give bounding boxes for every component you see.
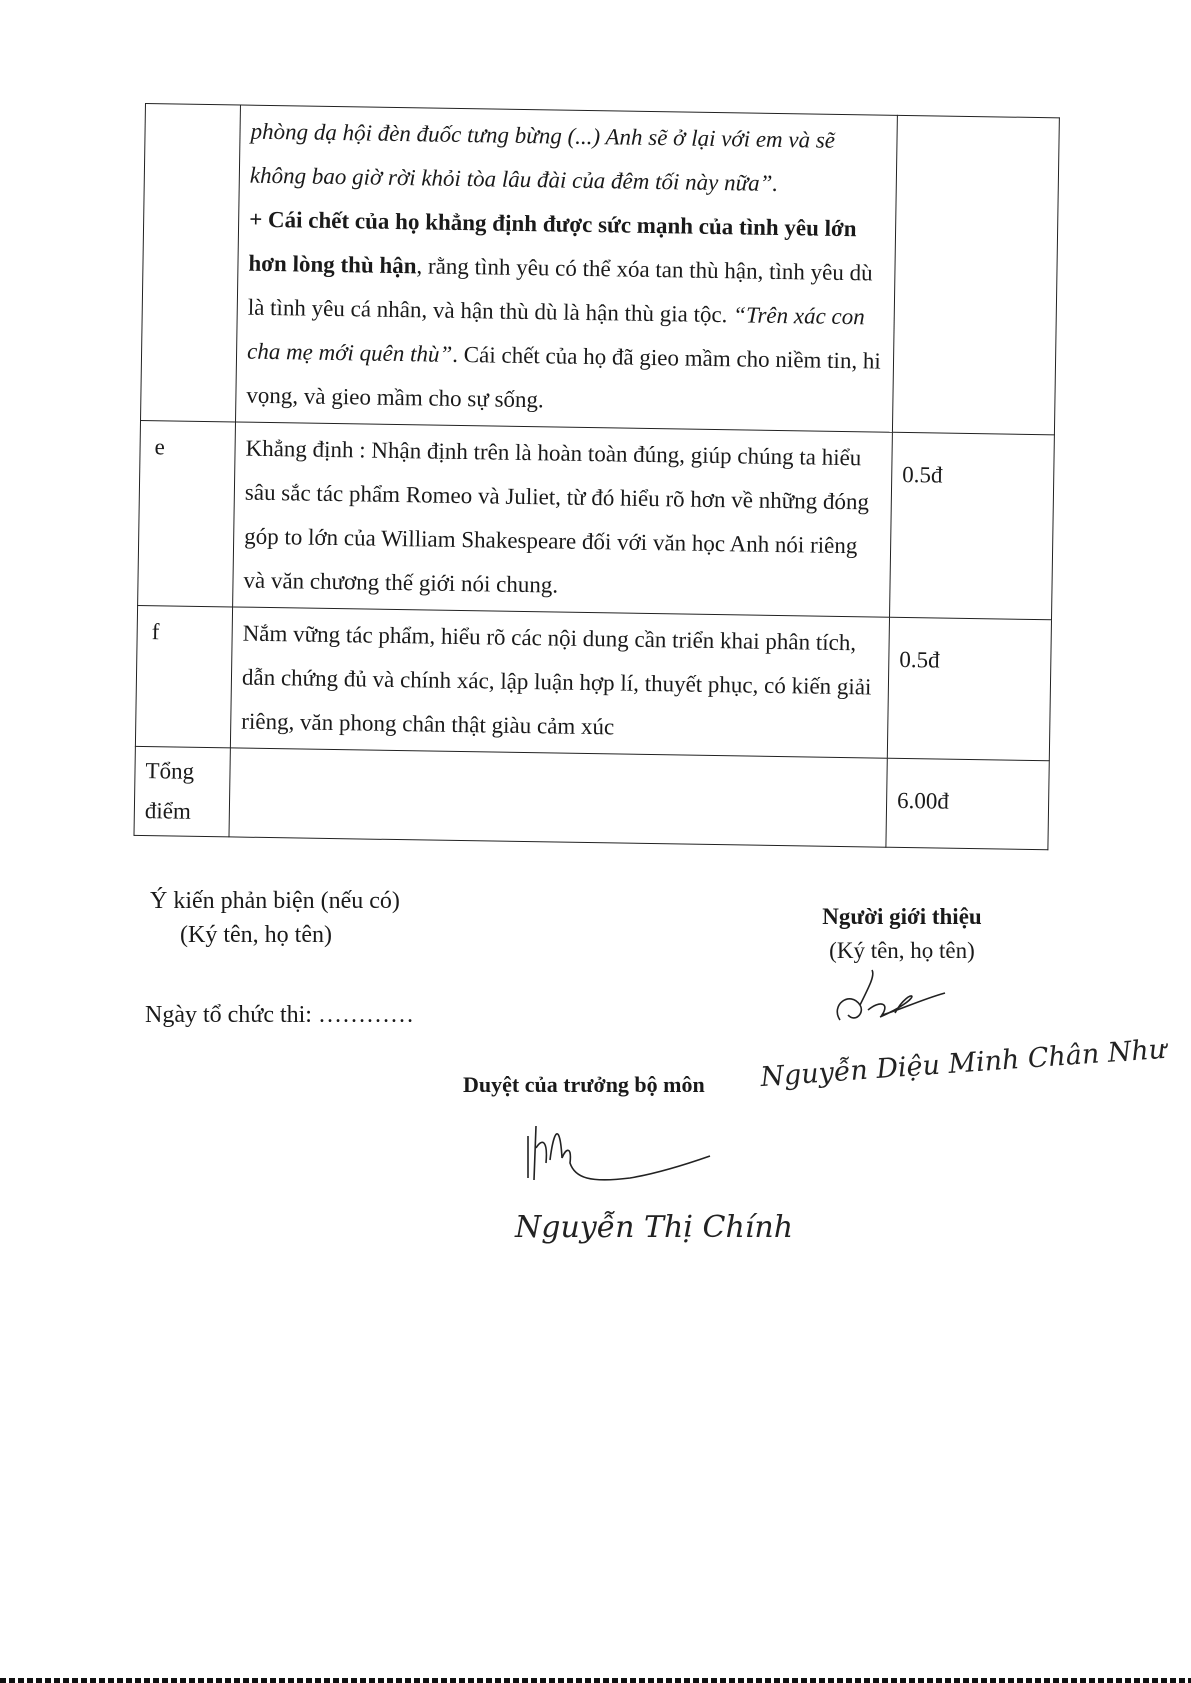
review-block — [150, 884, 400, 952]
grading-table — [133, 103, 1059, 850]
row-score: 6.00đ — [886, 758, 1049, 850]
content-bold-claim: + Cái chết của họ khẳng định được sức mạnh của tình yêu lớn hơn lòng thù hận — [248, 206, 857, 279]
review-title: Ý kiến phản biện (nếu có) — [150, 888, 400, 914]
introducer-title: Người giới thiệu — [822, 904, 982, 929]
row-label: e — [138, 420, 236, 606]
introducer-signature — [820, 965, 950, 1035]
content-text-end: . Cái chết của họ đã gieo mầm cho niềm tin, hi vọng, và gieo mầm cho sự sống. — [246, 341, 882, 413]
approver-name: Nguyễn Thị Chính — [515, 1210, 794, 1245]
table-row-continuation — [141, 104, 1060, 435]
row-content-empty — [229, 748, 887, 847]
content-quote-continuation: phòng dạ hội đèn đuốc tưng bừng (...) Anh sẽ ở lại với em và sẽ không bao giờ rời khỏi tòa lâu đài của đêm tối này nữa”. — [249, 118, 836, 196]
scan-edge — [0, 1678, 1191, 1683]
introducer-block — [782, 900, 1022, 968]
row-score: 0.5đ — [890, 432, 1055, 620]
approver-signature — [520, 1118, 720, 1193]
row-label: Tổng điểm — [134, 746, 230, 836]
introducer-subtitle: (Ký tên, họ tên) — [829, 938, 975, 963]
content-quote: “Trên xác con cha mẹ mới quên thù” — [246, 302, 865, 367]
row-content: Nắm vững tác phẩm, hiểu rõ các nội dung cần triển khai phân tích, dẫn chứng đủ và chính xác, lập luận hợp lí, thuyết phục, có kiến giải riêng, văn phong chân thật giàu cảm xúc — [230, 607, 889, 758]
row-score-empty — [892, 115, 1059, 435]
table-row-e — [138, 420, 1055, 619]
approve-title: Duyệt của trưởng bộ môn — [463, 1072, 705, 1097]
exam-date: Ngày tổ chức thi: ………… — [145, 1002, 414, 1028]
content-text: , rằng tình yêu có thể xóa tan thù hận, tình yêu dù là tình yêu cá nhân, và hận thù dù là hận thù gia tộc. — [247, 253, 873, 328]
table-row-total — [134, 746, 1049, 849]
row-score: 0.5đ — [887, 617, 1051, 761]
introducer-name: Nguyễn Diệu Minh Chân Như — [759, 1033, 1168, 1094]
row-label-empty — [141, 104, 241, 422]
row-label: f — [135, 605, 232, 747]
row-content: Khẳng định : Nhận định trên là hoàn toàn đúng, giúp chúng ta hiểu sâu sắc tác phẩm Romeo và Juliet, từ đó hiểu rõ hơn về những đóng góp to lớn của William Shakespeare đối với văn học Anh nói riêng và văn chương thế giới nói chung. — [233, 422, 893, 617]
review-subtitle: (Ký tên, họ tên) — [180, 922, 332, 948]
row-content — [236, 105, 898, 432]
table-row-f — [135, 605, 1051, 760]
